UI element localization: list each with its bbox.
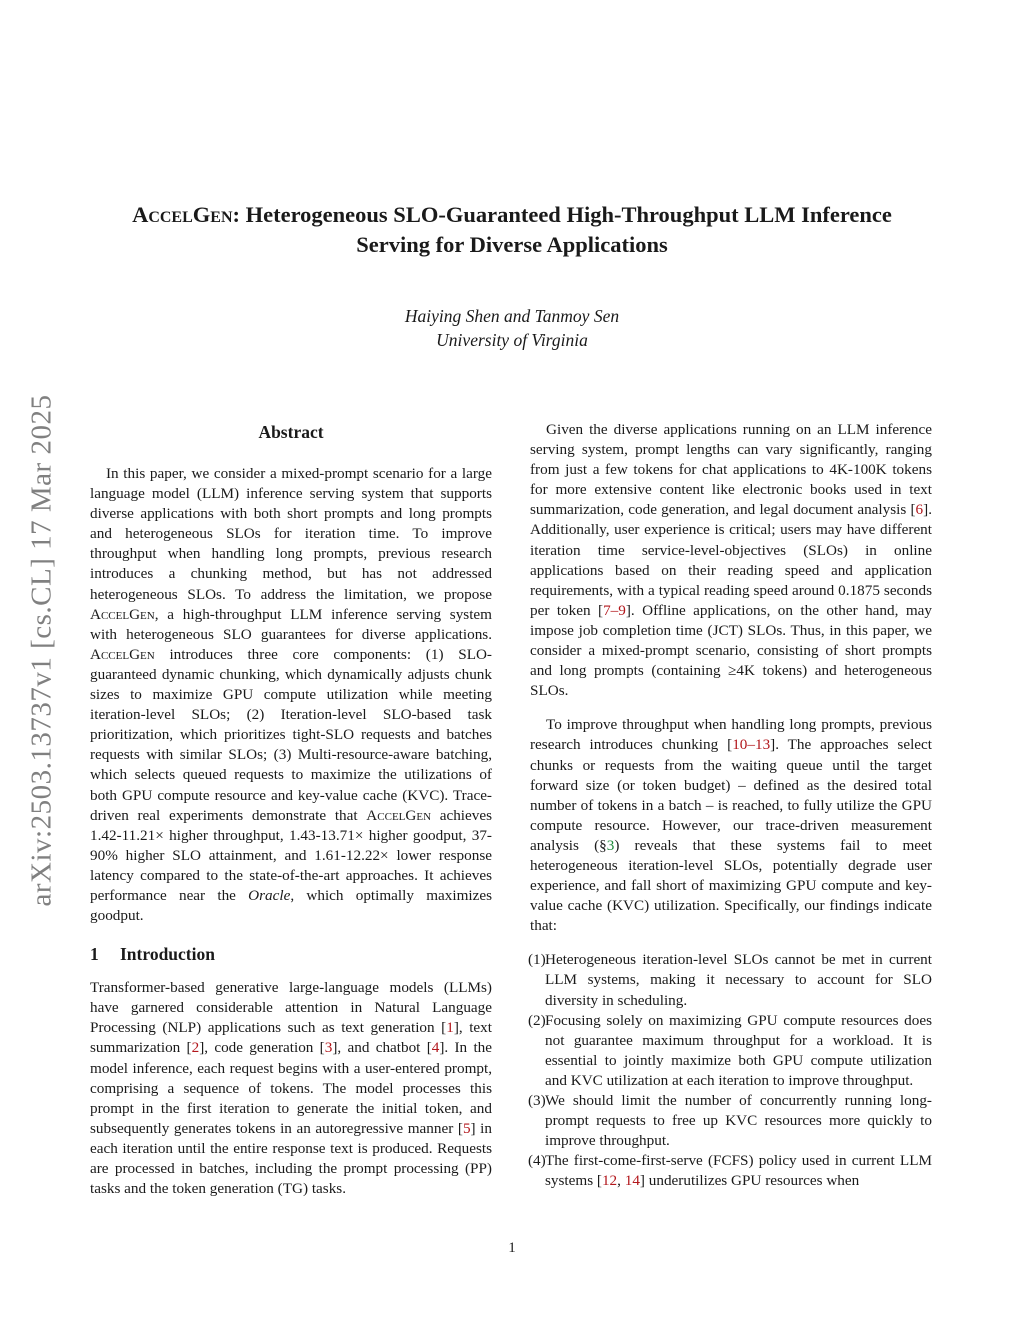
citation-link[interactable]: 6 [915, 501, 924, 519]
citation-link[interactable]: 7–9 [603, 601, 626, 619]
body-paragraph: To improve throughput when handling long prompts, previous research introduces chunking [10–13]. The approaches select chunks or requests from the waiting queue until the target forward size (or token budget) – defined as the desired total number of tokens in a batch – is reached, to fully utilize the GPU compute resource. However, our trace-driven measurement analysis (§3) reveals that these systems fail to meet heterogeneous iteration-level SLOs, potentially degrade user experience, and fall short of maximizing GPU compute and key-value cache (KVC) utilization. Specifically, our findings indicate that: [530, 716, 932, 935]
list-item: (3) We should limit the number of concurrently running long-prompt requests to free up KVC resources more quickly to improve throughput. [528, 1092, 932, 1150]
abstract-paragraph: In this paper, we consider a mixed-prompt scenario for a large language model (LLM) inference serving system that supports diverse applications with both short prompts and long prompts and heterogeneous SLOs for iteration time. To improve throughput when handling long prompts, previous research introduces a chunking method, but has not addressed heterogeneous SLOs. To address the limitation, we propose AccelGen, a high-throughput LLM inference serving system with heterogeneous SLO guarantees for diverse applications. AccelGen introduces three core components: (1) SLO-guaranteed dynamic chunking, which dynamically adjusts chunk sizes to maximize GPU compute utilization while meeting iteration-level SLOs; (2) Iteration-level SLO-based task prioritization, which prioritizes tight-SLO requests and batches requests with similar SLOs; (3) Multi-resource-aware batching, which selects queued requests to maximize the utilizations of both GPU compute resource and key-value cache (KVC). Trace-driven real experiments demonstrate that AccelGen achieves 1.42-11.21× higher throughput, 1.43-13.71× higher goodput, 37-90% higher SLO attainment, and 1.61-12.22× lower response latency compared to the state-of-the-art approaches. It achieves performance near the Oracle, which optimally maximizes goodput. [90, 465, 492, 925]
list-item: (4) The first-come-first-serve (FCFS) policy used in current LLM systems [12, 14] underutilizes GPU resources when [528, 1152, 932, 1190]
list-item: (2) Focusing solely on maximizing GPU compute resources does not guarantee maximum throughput for a workload. It is essential to jointly maximize both GPU compute utilization and KVC utilization at each iteration to improve throughput. [528, 1011, 932, 1089]
arxiv-id-text[interactable]: arXiv:2503.13737v1 [cs.CL] 17 Mar 2025 [25, 394, 58, 906]
left-column [90, 420, 492, 1199]
citation-link[interactable]: 1 [446, 1019, 454, 1037]
title-line1: : Heterogeneous SLO-Guaranteed High-Throughput LLM Inference [232, 202, 892, 227]
intro-paragraph: Transformer-based generative large-language models (LLMs) have garnered considerable attention in Natural Language Processing (NLP) applications such as text generation [1], text summarization [2], code generation [3], and chatbot [4]. In the model inference, each request begins with a user-entered prompt, comprising a sequence of tokens. The model processes this prompt in the first iteration to generate the initial token, and subsequently generates tokens in an autoregressive manner [5] in each iteration until the entire response text is produced. Requests are processed in batches, including the prompt processing (PP) tasks and the token generation (TG) tasks. [90, 979, 492, 1198]
list-item: (1) Heterogeneous iteration-level SLOs cannot be met in current LLM systems, making it necessary to account for SLO diversity in scheduling. [528, 951, 932, 1009]
citation-link[interactable]: 2 [191, 1039, 200, 1057]
citation-link[interactable]: 4 [431, 1039, 440, 1057]
author-names: Haiying Shen and Tanmoy Sen [404, 306, 620, 326]
body-paragraph: Given the diverse applications running on an LLM inference serving system, prompt lengths can vary significantly, ranging from just a few tokens for chat applications to 4K-100K tokens for more extensive content like electronic books used in text summarization, code generation, and legal document analysis [6]. Additionally, user experience is critical; users may have different iteration time service-level-objectives (SLOs) in online applications based on their reading speed and application requirements, with a typical reading speed around 0.1875 seconds per token [7–9]. Offline applications, on the other hand, may impose job completion time (JCT) SLOs. Thus, in this paper, we consider a mixed-prompt scenario, consisting of short prompts and long prompts (containing ≥4K tokens) and heterogeneous SLOs. [530, 421, 932, 700]
title-line2: Serving for Diverse Applications [356, 232, 668, 257]
citation-link[interactable]: 10–13 [732, 736, 771, 754]
title-system-name: AccelGen [132, 202, 233, 227]
arxiv-identifier-stamp [22, 350, 62, 950]
citation-link[interactable]: 14 [624, 1172, 640, 1190]
citation-link[interactable]: 12 [601, 1172, 618, 1190]
citation-link[interactable]: 5 [462, 1119, 471, 1137]
section-heading-introduction: 1 Introduction [90, 944, 215, 965]
right-column [530, 420, 932, 1191]
author-affiliation: University of Virginia [436, 330, 588, 350]
abstract-heading: Abstract [258, 422, 324, 442]
page-number: 1 [508, 1240, 516, 1256]
citation-link[interactable]: 3 [324, 1039, 333, 1057]
findings-list [530, 950, 932, 1191]
author-block [90, 304, 934, 352]
paper-title [90, 200, 934, 260]
section-reference-link[interactable]: 3 [606, 836, 615, 854]
